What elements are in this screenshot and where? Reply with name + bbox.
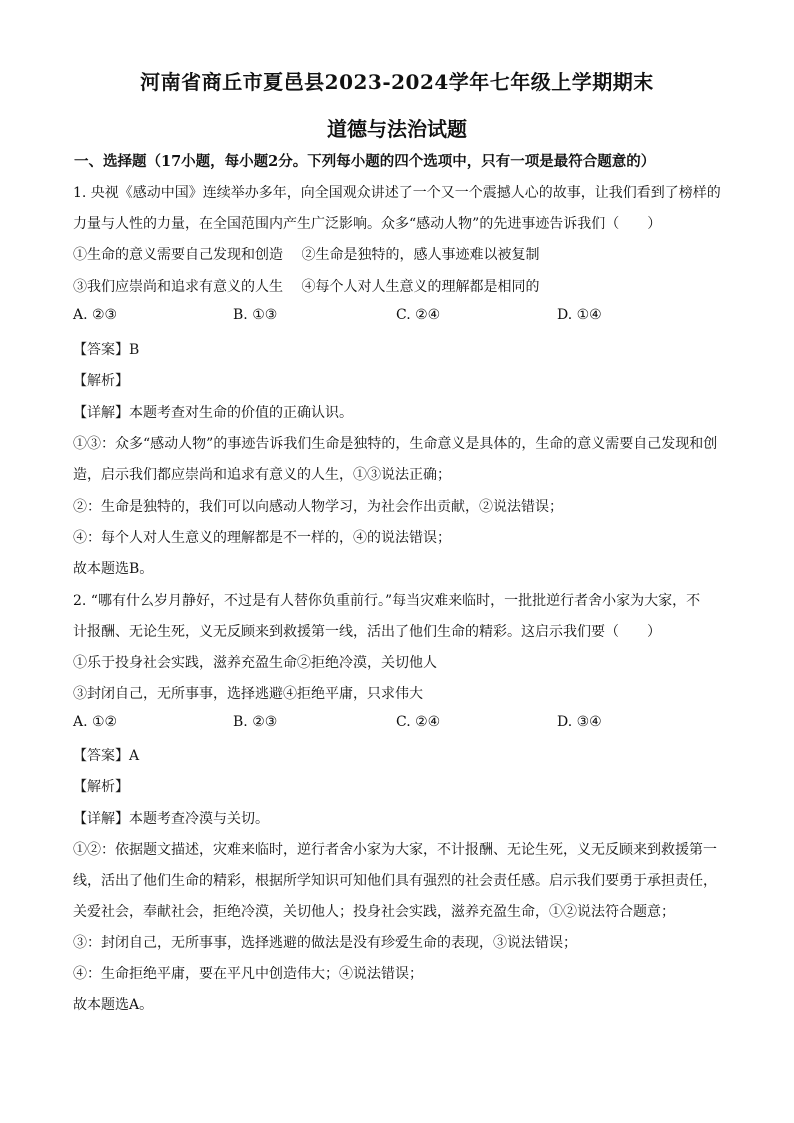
q2-option-b: B. ②③	[233, 714, 278, 730]
q2-option-d: D. ③④	[557, 714, 602, 730]
section-heading: 一、选择题（17小题，每小题2分。下列每小题的四个选项中，只有一项是最符合题意的）	[74, 153, 656, 170]
q2-explanation-1-line-1: ①②：依据题文描述，灾难来临时，逆行者舍小家为大家，不计报酬、无论生死，义无反顾来到救援第一	[73, 842, 717, 858]
q2-explanation-1-line-3: 关爱社会，奉献社会，拒绝冷漠，关切他人；投身社会实践，滋养充盈生命，①②说法符合题意；	[73, 904, 675, 920]
q1-conclusion: 故本题选B。	[73, 561, 154, 577]
q1-explanation-1-line-2: 造，启示我们都应崇尚和追求有意义的人生，①③说法正确；	[73, 467, 451, 483]
q1-statements-line-2: ③我们应崇尚和追求有意义的人生 ④每个人对人生意义的理解都是相同的	[73, 279, 540, 295]
q1-option-d: D. ①④	[557, 307, 602, 323]
q2-statements-line-1: ①乐于投身社会实践，滋养充盈生命②拒绝冷漠，关切他人	[73, 655, 437, 671]
q1-detail: 【详解】本题考查对生命的价值的正确认识。	[73, 405, 353, 421]
q1-statements-line-1: ①生命的意义需要自己发现和创造 ②生命是独特的，感人事迹难以被复制	[73, 247, 540, 263]
q1-analysis-label: 【解析】	[73, 373, 129, 389]
q2-conclusion: 故本题选A。	[73, 997, 154, 1013]
document-subtitle: 道德与法治试题	[327, 117, 467, 141]
q1-option-b: B. ①③	[233, 307, 278, 323]
q1-answer: 【答案】B	[73, 342, 140, 358]
q1-explanation-3: ④：每个人对人生意义的理解都是不一样的，④的说法错误；	[73, 530, 451, 546]
q1-stem-line-1: 1. 央视《感动中国》连续举办多年，向全国观众讲述了一个又一个震撼人心的故事，让我们看到了榜样的	[73, 185, 721, 201]
q2-option-a: A. ①②	[73, 714, 118, 730]
q2-stem-line-1: 2. “哪有什么岁月静好，不过是有人替你负重前行。”每当灾难来临时，一批批逆行者舍小家为大家，不	[73, 593, 701, 609]
q2-detail: 【详解】本题考查冷漠与关切。	[73, 811, 269, 827]
q2-explanation-1-line-2: 线，活出了他们生命的精彩，根据所学知识可知他们具有强烈的社会责任感。启示我们要勇于承担责任，	[73, 873, 717, 889]
q2-stem-line-2: 计报酬、无论生死，义无反顾来到救援第一线，活出了他们生命的精彩。这启示我们要（ ）	[73, 624, 661, 640]
q1-option-c: C. ②④	[396, 307, 441, 323]
q1-stem-line-2: 力量与人性的力量，在全国范围内产生广泛影响。众多“感动人物”的先进事迹告诉我们（ ）	[73, 216, 662, 232]
q2-analysis-label: 【解析】	[73, 779, 129, 795]
q1-option-a: A. ②③	[73, 307, 118, 323]
document-title: 河南省商丘市夏邑县2023-2024学年七年级上学期期末	[140, 70, 654, 94]
q1-explanation-1-line-1: ①③：众多“感动人物”的事迹告诉我们生命是独特的，生命意义是具体的，生命的意义需要自己发现和创	[73, 436, 718, 452]
q2-option-c: C. ②④	[396, 714, 441, 730]
q2-answer: 【答案】A	[73, 748, 140, 764]
q1-explanation-2: ②：生命是独特的，我们可以向感动人物学习，为社会作出贡献，②说法错误；	[73, 499, 563, 515]
q2-statements-line-2: ③封闭自己，无所事事，选择逃避④拒绝平庸，只求伟大	[73, 686, 423, 702]
q2-explanation-2: ③：封闭自己，无所事事，选择逃避的做法是没有珍爱生命的表现，③说法错误；	[73, 935, 577, 951]
q2-explanation-3: ④：生命拒绝平庸，要在平凡中创造伟大；④说法错误；	[73, 966, 423, 982]
